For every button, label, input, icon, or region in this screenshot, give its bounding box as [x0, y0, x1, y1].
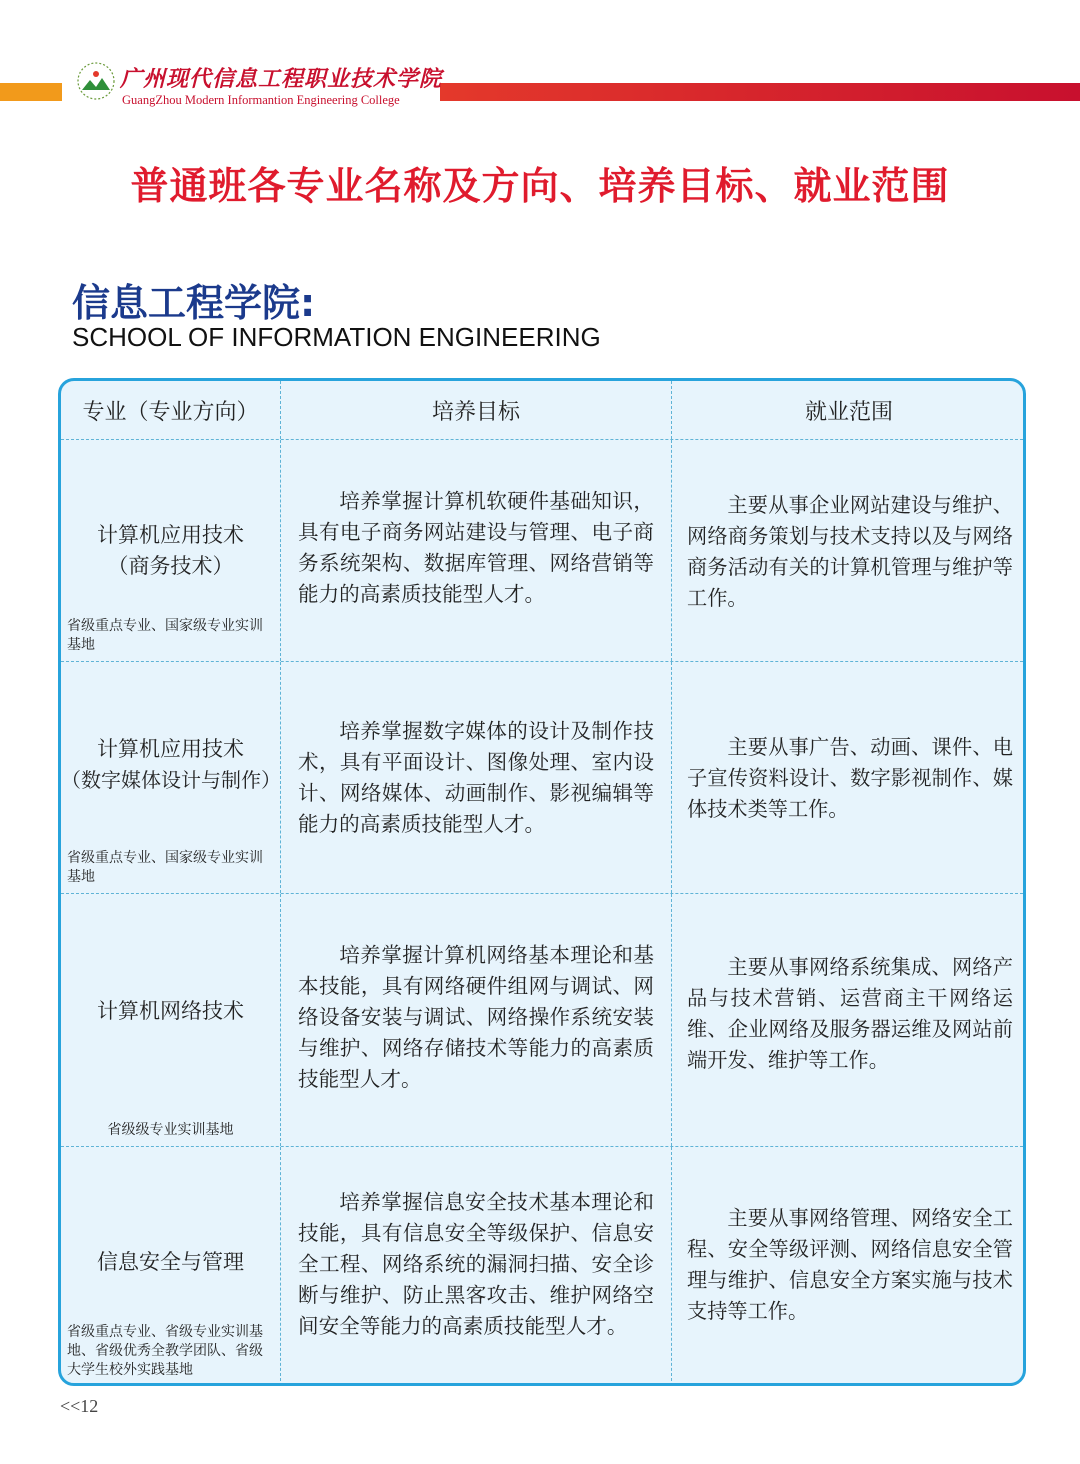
table-row: [61, 661, 1023, 893]
header-major: 专业（专业方向）: [61, 381, 281, 439]
employment-text: 主要从事企业网站建设与维护、网络商务策划与技术支持以及与网络商务活动有关的计算机管理与维护等工作。: [687, 493, 1013, 610]
major-name: 计算机应用技术: [97, 523, 244, 547]
goal-text: 培养掌握计算机网络基本理论和基本技能，具有网络硬件组网与调试、网络设备安装与调试、网络操作系统安装与维护、网络存储技术等能力的高素质技能型人才。: [298, 943, 654, 1091]
page-number: <<12: [60, 1396, 99, 1416]
page-title: 普通班各专业名称及方向、培养目标、就业范围: [130, 164, 950, 208]
college-name-en: GuangZhou Modern Informantion Engineering College: [122, 93, 400, 107]
major-note: 省级重点专业、国家级专业实训基地: [67, 850, 263, 885]
major-name: 信息安全与管理: [97, 1250, 244, 1274]
red-header-bar: [440, 83, 1080, 101]
majors-table: [58, 378, 1026, 1386]
goal-text: 培养掌握信息安全技术基本理论和技能，具有信息安全等级保护、信息安全工程、网络系统的漏洞扫描、安全诊断与维护、防止黑客攻击、维护网络空间安全等能力的高素质技能型人才。: [298, 1190, 654, 1338]
major-name: 计算机应用技术: [97, 737, 244, 761]
school-title-cn: 信息工程学院:: [72, 281, 316, 325]
table-header-row: [61, 381, 1023, 439]
college-logo-icon: [76, 60, 116, 102]
major-note: 省级级专业实训基地: [107, 1122, 234, 1138]
college-name-cn: 广州现代信息工程职业技术学院: [120, 66, 443, 92]
table-row: [61, 439, 1023, 661]
major-direction: （数字媒体设计与制作）: [61, 768, 281, 792]
major-direction: （商务技术）: [107, 554, 234, 578]
header-employment: 就业范围: [804, 399, 893, 425]
major-name: 计算机网络技术: [97, 999, 244, 1023]
employment-text: 主要从事网络系统集成、网络产品与技术营销、运营商主干网络运维、企业网络及服务器运维及网站前端开发、维护等工作。: [687, 955, 1013, 1072]
table-row: [61, 893, 1023, 1146]
header-goal: 培养目标: [281, 381, 672, 439]
major-note: 省级重点专业、国家级专业实训基地: [67, 618, 263, 653]
major-note: 省级重点专业、省级专业实训基地、省级优秀全教学团队、省级大学生校外实践基地: [67, 1324, 263, 1378]
orange-header-bar: [0, 83, 62, 101]
goal-text: 培养掌握数字媒体的设计及制作技术，具有平面设计、图像处理、室内设计、网络媒体、动画制作、影视编辑等能力的高素质技能型人才。: [298, 719, 654, 836]
employment-text: 主要从事网络管理、网络安全工程、安全等级评测、网络信息安全管理与维护、信息安全方案实施与技术支持等工作。: [687, 1206, 1013, 1323]
school-title-en: SCHOOL OF INFORMATION ENGINEERING: [72, 322, 601, 352]
goal-text: 培养掌握计算机软硬件基础知识，具有电子商务网站建设与管理、电子商务系统架构、数据库管理、网络营销等能力的高素质技能型人才。: [298, 489, 654, 606]
table-row: [61, 1146, 1023, 1386]
employment-text: 主要从事广告、动画、课件、电子宣传资料设计、数字影视制作、媒体技术类等工作。: [687, 735, 1013, 821]
